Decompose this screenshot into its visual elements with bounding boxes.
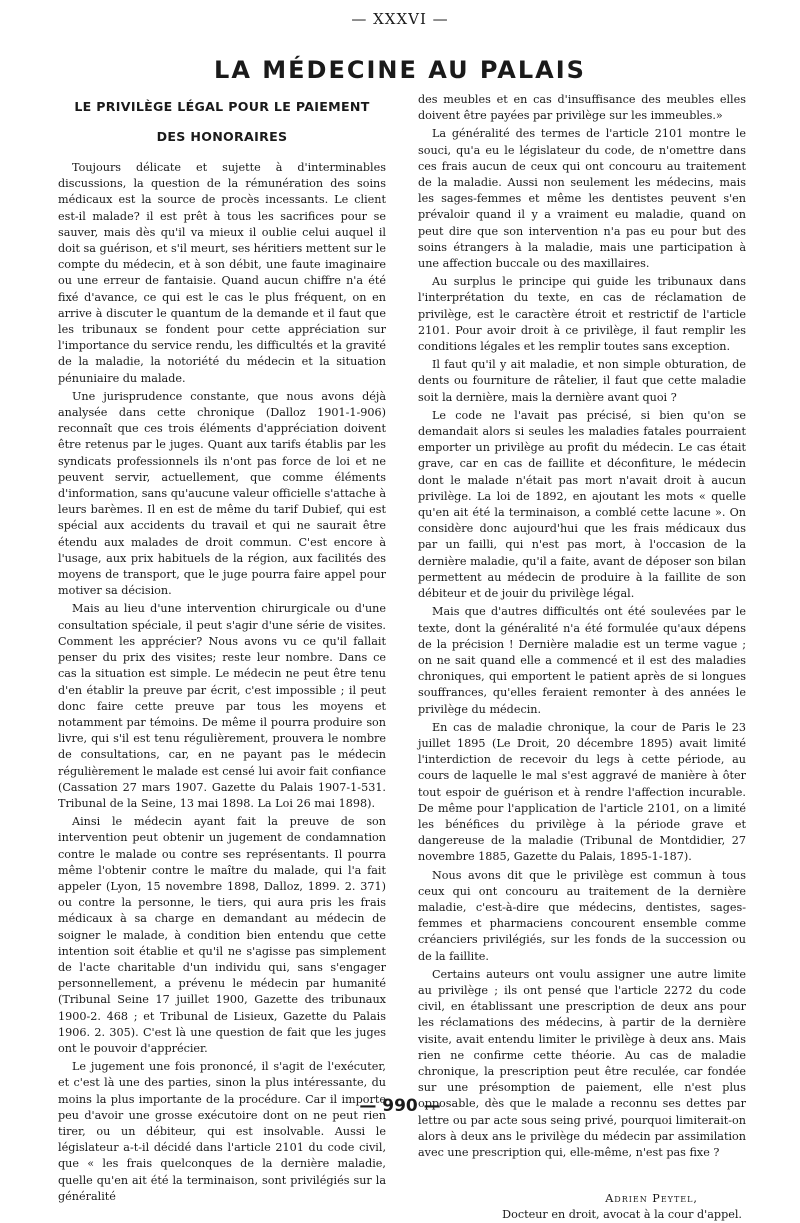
paragraph: En cas de maladie chronique, la cour de Paris le 23 juillet 1895 (Le Droit, 20 décembre 1895) avait limité l'interdiction de recevoir du legs à cette période, au cours de laquelle le mal s'est aggravé de manière à ôter tout espoir de guérison et à rendre l'affection incurable. De même pour l'application de l'article 2101, on a limité les bénéfices du privilège à la période grave et dangereuse de la maladie (Tribunal de Montdidier, 27 novembre 1885, Gazette du Palais, 1895-1-187).: [418, 720, 746, 864]
page-footer-number: — 990 —: [359, 1096, 441, 1116]
paragraph: Certains auteurs ont voulu assigner une autre limite au privilège ; ils ont pensé que l'article 2272 du code civil, en établissant une prescription de deux ans pour les réclamations des médecins, à partir de la dernière visite, avait entendu limiter le privilège à deux ans. Mais rien ne confirme cette théorie. Au cas de maladie chronique, la prescription peut être reculée, car fondée sur une présomption de paiement, elle n'est plus opposable, dès que le malade a reconnu ses dettes par lettre ou par acte sous seing privé, pourquoi limiterait-on alors à deux ans le privilège du médecin par assimilation avec une prescription qui, elle-même, n'est pas fixe ?: [418, 967, 746, 1159]
paragraph: des meubles et en cas d'insuffisance des meubles elles doivent être payées par privilège sur les immeubles.»: [418, 93, 746, 123]
section-title: [58, 92, 386, 152]
paragraph: Il faut qu'il y ait maladie, et non simple obturation, de dents ou fourniture de râtelier, il faut que cette maladie soit la dernière, mais la dernière avant quoi ?: [418, 358, 746, 404]
paragraph: Ainsi le médecin ayant fait la preuve de son intervention peut obtenir un jugement de condamnation contre le malade ou contre ses représentants. Il pourra même l'obtenir contre le maître du malade, qui l'a fait appeler (Lyon, 15 novembre 1898, Dalloz, 1899. 2. 371) ou contre la personne, le tiers, qui aura pris les frais médicaux à sa charge en demandant au médecin de soigner le malade, à condition bien entendu que cette intention soit établie et qu'il ne s'agisse pas simplement de l'acte charitable d'un individu qui, sans s'engager personnellement, a prévenu le médecin par humanité (Tribunal Seine 17 juillet 1900, Gazette des tribunaux 1900-2. 468 ; et Tribunal de Lisieux, Gazette du Palais 1906. 2. 305). C'est là une question de fait que les juges ont le pouvoir d'apprécier.: [58, 815, 386, 1055]
paragraph: Le jugement une fois prononcé, il s'agit de l'exécuter, et c'est là une des parties, sinon la plus intéressante, du moins la plus importante de la procédure. Car il importe peu d'avoir une grosse exécutoire dont on ne peut rien tirer, ou un débiteur, qui est insolvable. Aussi le législateur a-t-il décidé dans l'article 2101 du code civil, que « les frais quelconques de la dernière maladie, quelle qu'en ait été la terminaison, sont privilégiés sur la généralité: [58, 1060, 386, 1203]
paragraph: La généralité des termes de l'article 2101 montre le souci, qu'a eu le législateur du code, de n'omettre dans ces frais aucun de ceux qui ont concouru au traitement de la maladie. Aussi non seulement les médecins, mais les sages-femmes et même les dentistes peuvent s'en prévaloir quand il y a vraiment eu maladie, quand on peut dire que son intervention n'a pas eu pour but des soins étrangers à la maladie, mais une participation à une affection buccale ou des maxillaires.: [418, 127, 746, 271]
paragraph: Toujours délicate et sujette à d'interminables discussions, la question de la rémunération des soins médicaux est la source de procès incessants. Le client est-il malade? il est prêt à tous les sacrifices pour se sauver, mais dès qu'il va mieux il oublie celui auquel il doit sa guérison, et s'il meurt, ses héritiers mettent sur le compte du médecin, et à son débit, une faute imaginaire ou une erreur de fantaisie. Quand aucun chiffre n'a été fixé d'avance, ce qui est le cas le plus fréquent, on en arrive à discuter le quantum de la demande et il faut que les tribunaux se fondent pour cette appréciation sur l'importance du service rendu, les difficultés et la gravité de la maladie, la notoriété du médecin et la situation pénuniaire du malade.: [58, 161, 386, 385]
section-title-line: LE PRIVILÈGE LÉGAL POUR LE PAIEMENT: [74, 99, 370, 114]
section-title-line: DES HONORAIRES: [156, 129, 288, 144]
paragraph: Une jurisprudence constante, que nous avons déjà analysée dans cette chronique (Dalloz 1901-1-906) reconnaît que ces trois éléments d'appréciation doivent être retenus par le juges. Quant aux tarifs établis par les syndicats professionnels ils n'ont pas force de loi et ne peuvent servir, actuellement, que comme éléments d'information, sans qu'aucune valeur officielle s'attache à leurs barèmes. Il en est de même du tarif Dubief, qui est spécial aux accidents du travail et qui ne saurait être étendu aux malades de droit commun. C'est encore à l'usage, aux prix habituels de la région, aux facilités des moyens de transport, que le juge pourra faire appel pour motiver sa décision.: [58, 389, 386, 598]
left-column: [58, 92, 386, 1203]
page-title: LA MÉDECINE AU PALAIS: [214, 56, 586, 84]
page-header-number: — XXXVI —: [351, 10, 449, 28]
author-name: Adrien Peytel,: [605, 1192, 698, 1206]
paragraph: Mais au lieu d'une intervention chirurgicale ou d'une consultation spéciale, il peut s'agir d'une série de visites. Comment les apprécier? Nous avons vu ce qu'il fallait penser du prix des visites; reste leur nombre. Dans ce cas la situation est simple. Le médecin ne peut être tenu d'en établir la preuve par écrit, c'est impossible ; il peut donc faire cette preuve par tous les moyens et notamment par témoins. De même il pourra produire son livre, qui s'il est tenu régulièrement, prouvera le nombre de consultations, car, en ne payant pas le médecin régulièrement le malade est censé lui avoir fait confiance (Cassation 27 mars 1907. Gazette du Palais 1907-1-531. Tribunal de la Seine, 13 mai 1898. La Loi 26 mai 1898).: [58, 602, 386, 810]
paragraph: Au surplus le principe qui guide les tribunaux dans l'interprétation du texte, en cas de réclamation de privilège, est le caractère étroit et restrictif de l'article 2101. Pour avoir droit à ce privilège, il faut remplir les conditions légales et les remplir toutes sans exception.: [418, 275, 746, 354]
signature: [418, 1191, 746, 1223]
paragraph: Mais que d'autres difficultés ont été soulevées par le texte, dont la généralité n'a été formulée qu'aux dépens de la précision ! Dernière maladie est un terme vague ; on ne sait quand elle a commencé et il est des maladies chroniques, qui emportent le patient après de si longues souffrances, qu'elles feraient remonter à des années le privilège du médecin.: [418, 605, 746, 716]
right-column: [418, 92, 746, 1222]
paragraph: Nous avons dit que le privilège est commun à tous ceux qui ont concouru au traitement de la dernière maladie, c'est-à-dire que médecins, dentistes, sages-femmes et pharmaciens concourent ensemble comme créanciers privilégiés, sur les fonds de la succession ou de la faillite.: [418, 868, 746, 963]
author-title: Docteur en droit, avocat à la cour d'appel.: [502, 1208, 742, 1222]
paragraph: Le code ne l'avait pas précisé, si bien qu'on se demandait alors si seules les maladies fatales pourraient emporter un privilège au profit du médecin. Le cas était grave, car en cas de faillite et déconfiture, le médecin dont le malade n'était pas mort n'avait droit à aucun privilège. La loi de 1892, en ajoutant les mots « quelle qu'en ait été la terminaison, a comblé cette lacune ». On considère donc aujourd'hui que les frais médicaux dus par un failli, qui n'est pas mort, à l'occasion de la dernière maladie, qu'il a faite, avant de déposer son bilan permettent au médecin de produire à la faillite de son débiteur et de jouir du privilège légal.: [418, 408, 746, 601]
